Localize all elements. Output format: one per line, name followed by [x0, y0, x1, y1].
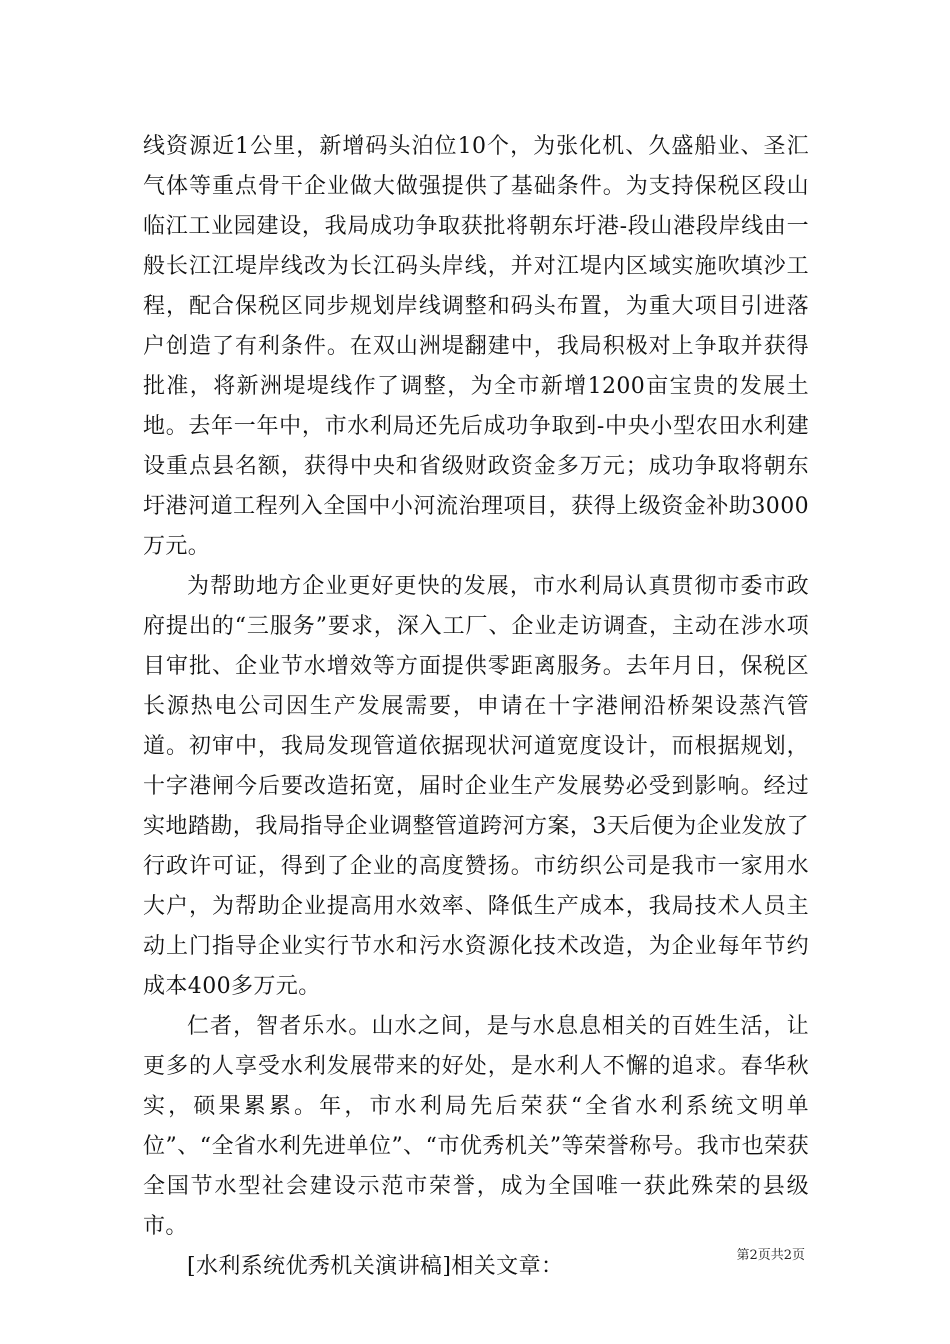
document-body: [143, 127, 809, 1287]
paragraph-1: 线资源近1公里，新增码头泊位10个，为张化机、久盛船业、圣汇气体等重点骨干企业做大做强提供了基础条件。为支持保税区段山临江工业园建设，我局成功争取获批将朝东圩港-段山港段岸线由一般长江江堤岸线改为长江码头岸线，并对江堤内区域实施吹填沙工程，配合保税区同步规划岸线调整和码头布置，为重大项目引进落户创造了有利条件。在双山洲堤翻建中，我局积极对上争取并获得批准，将新洲堤堤线作了调整，为全市新增1200亩宝贵的发展土地。去年一年中，市水利局还先后成功争取到-中央小型农田水利建设重点县名额，获得中央和省级财政资金多万元；成功争取将朝东圩港河道工程列入全国中小河流治理项目，获得上级资金补助3000万元。: [143, 134, 809, 559]
related-articles-heading: [水利系统优秀机关演讲稿]相关文章：: [187, 1254, 564, 1279]
paragraph-2: 为帮助地方企业更好更快的发展，市水利局认真贯彻市委市政府提出的“三服务”要求，深入工厂、企业走访调查，主动在涉水项目审批、企业节水增效等方面提供零距离服务。去年月日，保税区长源热电公司因生产发展需要，申请在十字港闸沿桥架设蒸汽管道。初审中，我局发现管道依据现状河道宽度设计，而根据规划，十字港闸今后要改造拓宽，届时企业生产发展势必受到影响。经过实地踏勘，我局指导企业调整管道跨河方案，3天后便为企业发放了行政许可证，得到了企业的高度赞扬。市纺织公司是我市一家用水大户，为帮助企业提高用水效率、降低生产成本，我局技术人员主动上门指导企业实行节水和污水资源化技术改造，为企业每年节约成本400多万元。: [143, 574, 809, 999]
page-number-footer: 第2页共2页: [736, 1248, 805, 1263]
paragraph-3: 仁者，智者乐水。山水之间，是与水息息相关的百姓生活，让更多的人享受水利发展带来的好处，是水利人不懈的追求。春华秋实，硕果累累。年，市水利局先后荣获“全省水利系统文明单位”、“全省水利先进单位”、“市优秀机关”等荣誉称号。我市也荣获全国节水型社会建设示范市荣誉，成为全国唯一获此殊荣的县级市。: [143, 1014, 809, 1239]
